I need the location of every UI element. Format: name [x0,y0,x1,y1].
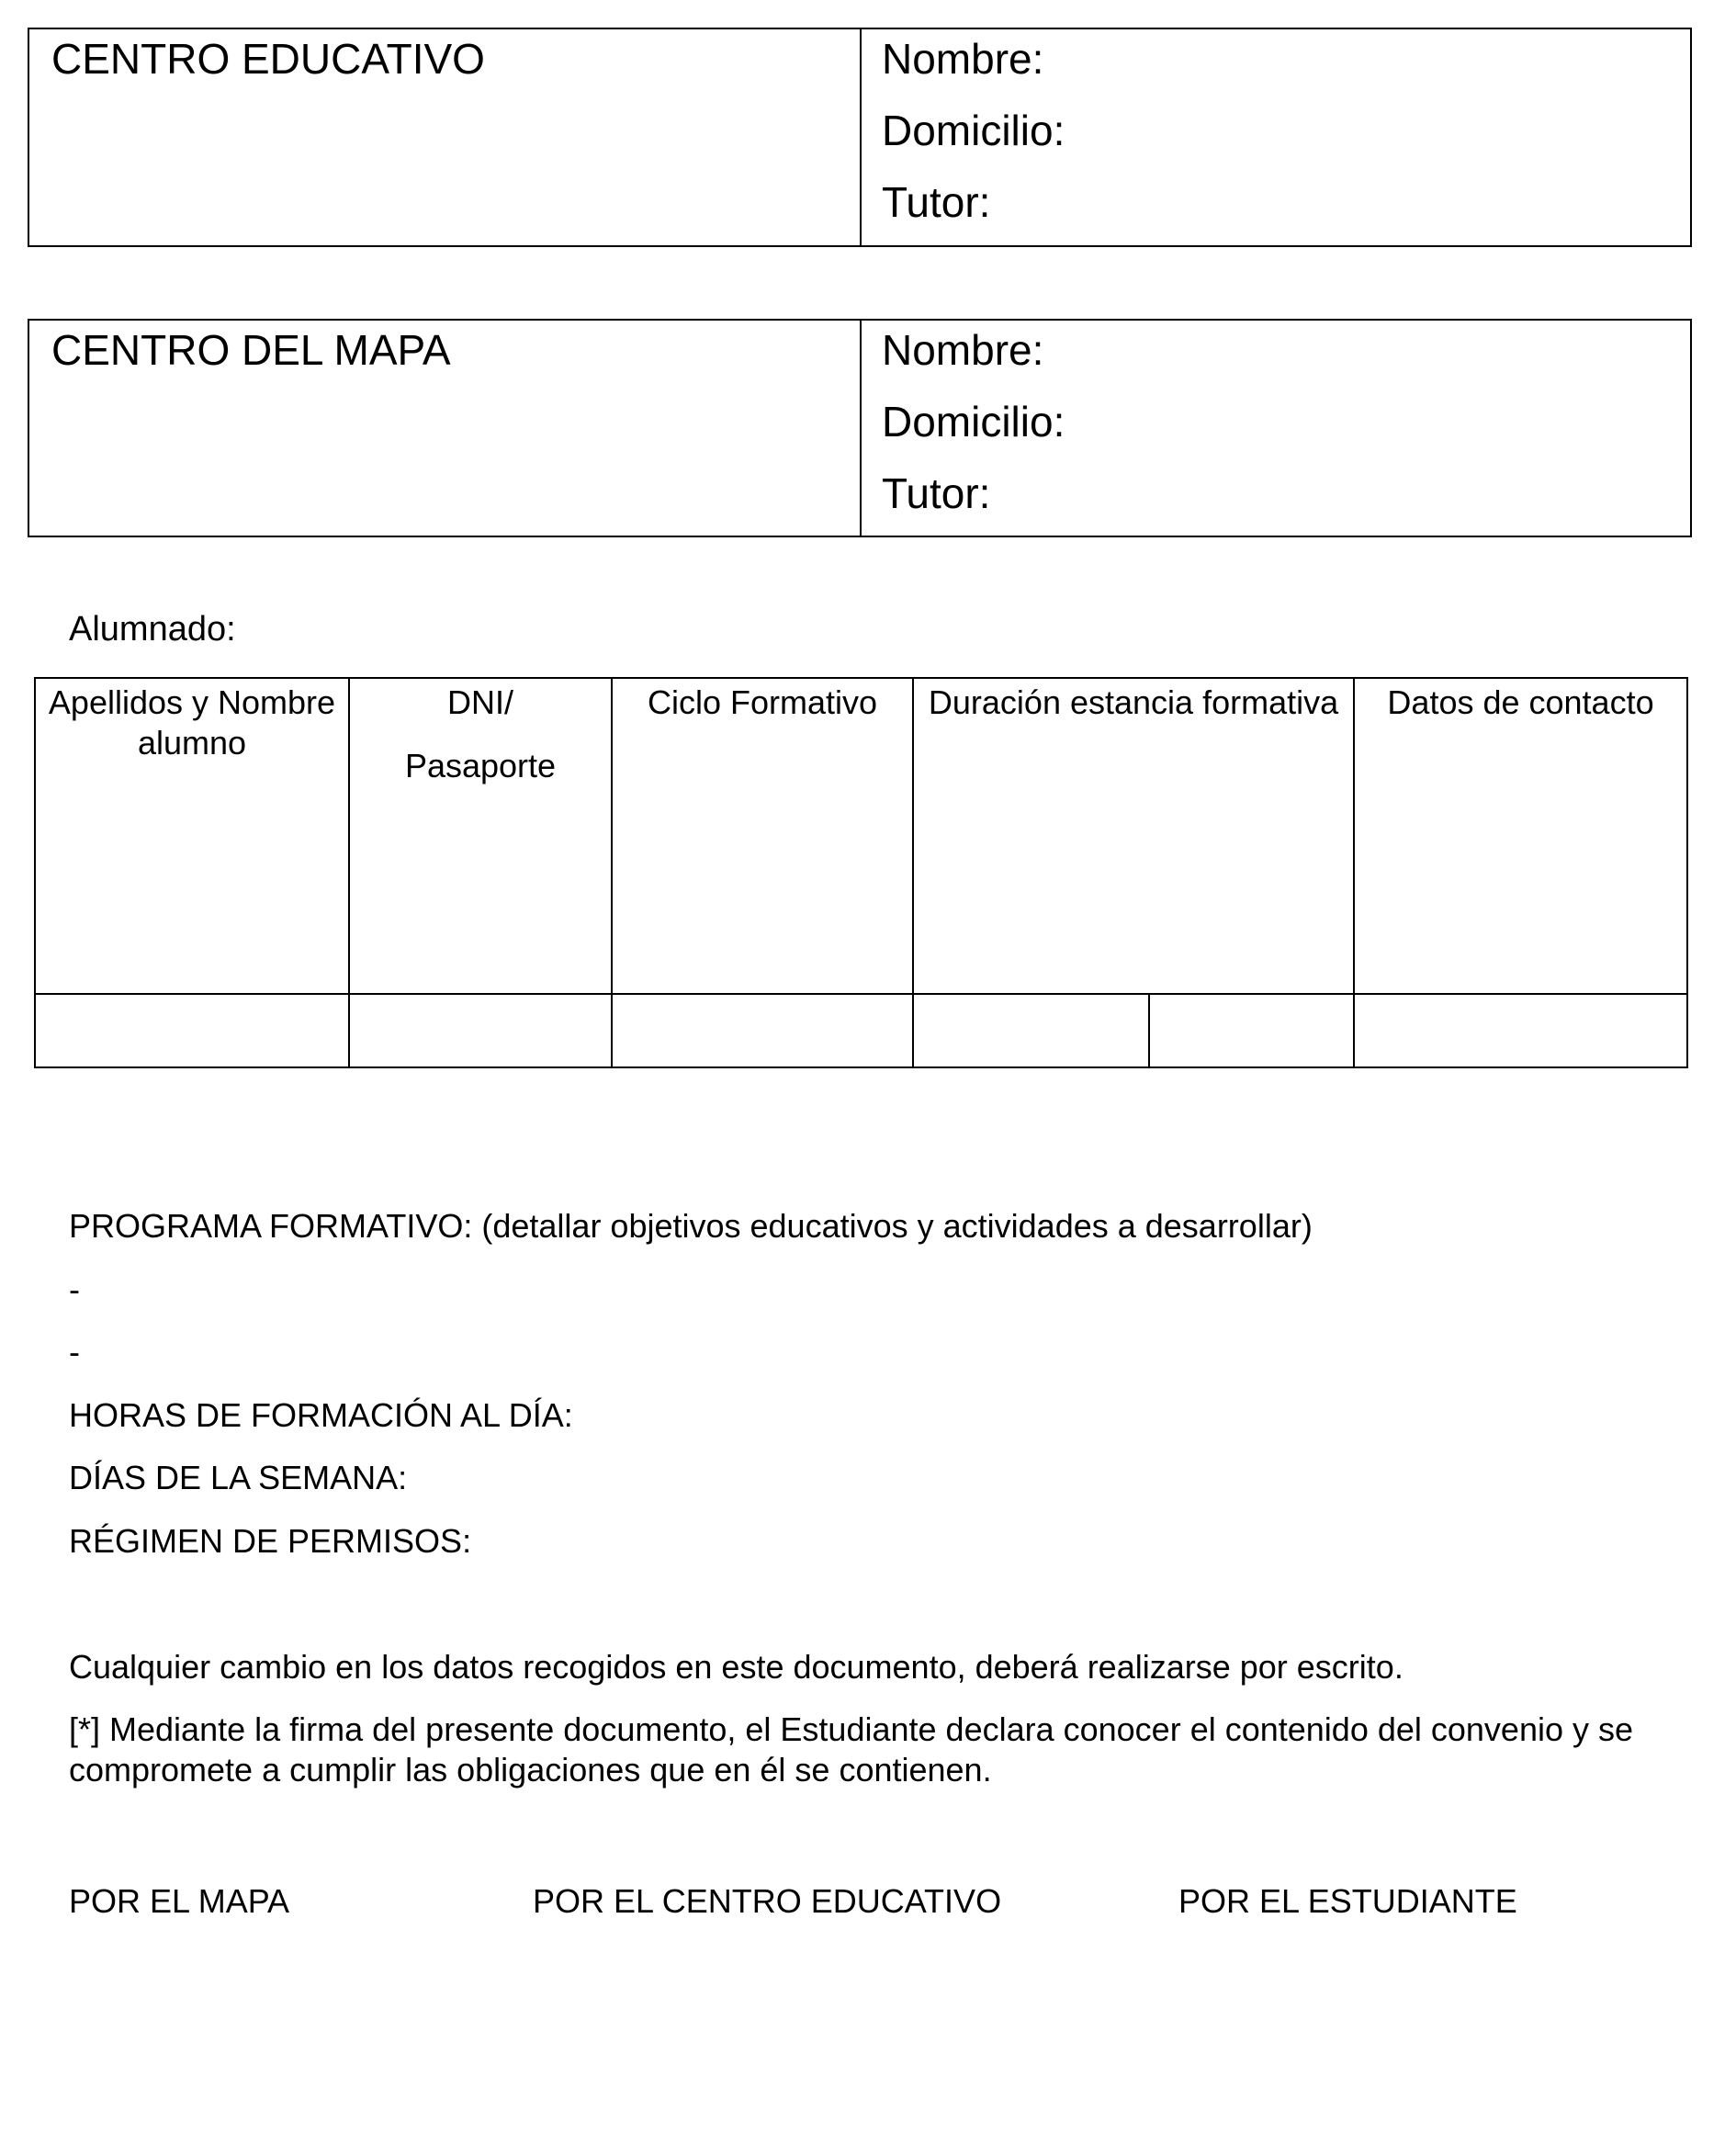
centro-educativo-tutor-field[interactable]: Tutor: [882,178,991,226]
centro-mapa-title: CENTRO DEL MAPA [29,321,862,536]
dias-semana-label: DÍAS DE LA SEMANA: [69,1459,408,1496]
cell-apellidos[interactable] [35,994,349,1067]
col-header-apellidos: Apellidos y Nombre alumno [35,678,349,994]
signature-mapa: POR EL MAPA [69,1882,290,1920]
horas-formacion-label: HORAS DE FORMACIÓN AL DÍA: [69,1396,573,1434]
col-header-duracion: Duración estancia formativa [913,678,1354,994]
centro-educativo-box [28,28,1692,247]
col-header-ciclo: Ciclo Formativo [612,678,913,994]
col-header-dni-bottom: Pasaporte [404,747,557,784]
cell-contacto[interactable] [1354,994,1687,1067]
centro-mapa-nombre-field[interactable]: Nombre: [882,326,1044,374]
centro-mapa-fields [862,321,1690,536]
centro-mapa-domicilio-field[interactable]: Domicilio: [882,398,1065,446]
centro-educativo-fields [862,29,1690,245]
programa-bullet-1: - [69,1270,80,1308]
signature-centro-educativo: POR EL CENTRO EDUCATIVO [533,1882,1002,1920]
alumnado-label: Alumnado: [69,610,236,649]
programa-heading: PROGRAMA FORMATIVO: (detallar objetivos educativos y actividades a desarrollar) [69,1207,1313,1245]
students-table [34,677,1688,1068]
centro-mapa-tutor-field[interactable]: Tutor: [882,469,991,517]
cell-ciclo[interactable] [612,994,913,1067]
centro-educativo-domicilio-field[interactable]: Domicilio: [882,107,1065,154]
regimen-permisos-label: RÉGIMEN DE PERMISOS: [69,1522,472,1560]
col-header-contacto: Datos de contacto [1354,678,1687,994]
signature-estudiante: POR EL ESTUDIANTE [1178,1882,1517,1920]
col-header-dni [349,678,612,994]
centro-educativo-nombre-field[interactable]: Nombre: [882,35,1044,83]
table-row [35,994,1687,1067]
centro-mapa-box [28,319,1692,537]
cell-duracion-hasta[interactable] [1149,994,1354,1067]
col-header-dni-top: DNI/ [447,683,513,721]
firma-note: [*] Mediante la firma del presente documento, el Estudiante declara conocer el contenido del convenio y se compromete a cumplir las obligaciones que en él se contienen. [69,1710,1634,1789]
programa-bullet-2: - [69,1333,80,1371]
cell-duracion-desde[interactable] [913,994,1149,1067]
cambio-note: Cualquier cambio en los datos recogidos en este documento, deberá realizarse por escrito. [69,1648,1403,1686]
centro-educativo-title: CENTRO EDUCATIVO [29,29,862,245]
cell-dni[interactable] [349,994,612,1067]
students-header-row [35,678,1687,994]
